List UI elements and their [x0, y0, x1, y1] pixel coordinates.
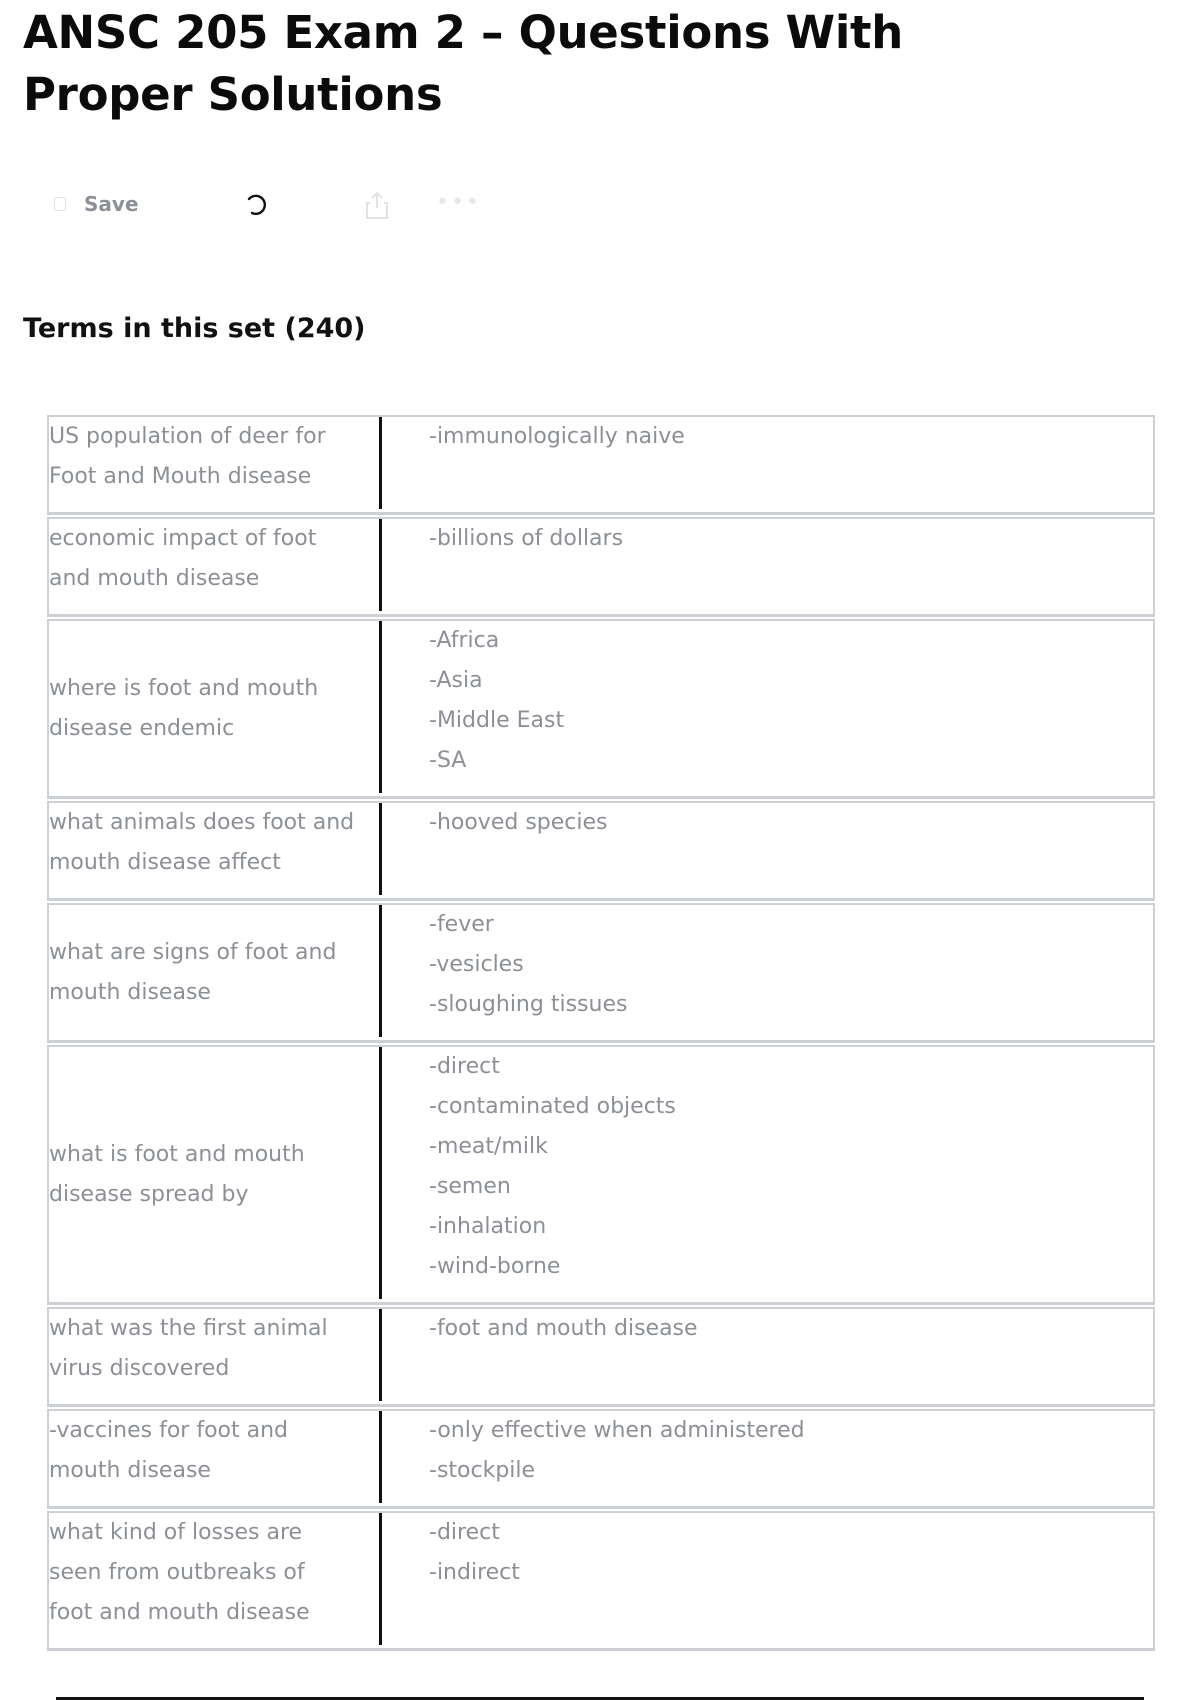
term-text: where is foot and mouth disease endemic [49, 675, 319, 741]
term-card[interactable] [47, 1307, 1155, 1407]
term-text-cell [49, 803, 379, 898]
definition-text: -foot and mouth disease [429, 1316, 698, 1341]
term-text-cell [49, 1513, 379, 1648]
definition-text: -only effective when administered -stockpile [429, 1418, 805, 1483]
card-divider [379, 1309, 382, 1401]
term-card[interactable] [47, 1409, 1155, 1509]
card-divider [379, 417, 382, 509]
definition-text: -billions of dollars [429, 526, 624, 551]
term-card[interactable] [47, 801, 1155, 901]
spinner-icon [244, 192, 270, 218]
save-button[interactable] [54, 192, 139, 216]
term-card[interactable] [47, 903, 1155, 1043]
term-text-cell [49, 1411, 379, 1506]
share-icon[interactable] [365, 190, 389, 220]
term-text: what is foot and mouth disease spread by [49, 1141, 305, 1207]
page-title: ANSC 205 Exam 2 – Questions With Proper Solutions [23, 6, 903, 121]
term-card[interactable] [47, 619, 1155, 799]
term-text-cell [49, 1047, 379, 1302]
term-text: US population of deer for Foot and Mouth disease [49, 424, 326, 489]
card-divider [379, 621, 382, 793]
term-card[interactable] [47, 1045, 1155, 1305]
card-divider [379, 803, 382, 895]
card-divider [379, 1513, 382, 1645]
definition-text: -immunologically naive [429, 424, 685, 449]
term-text: what are signs of foot and mouth disease [49, 939, 337, 1005]
term-text: what kind of losses are seen from outbreaks of foot and mouth disease [49, 1520, 310, 1625]
term-text: -vaccines for foot and mouth disease [49, 1418, 289, 1483]
definition-text: -direct -contaminated objects -meat/milk -semen -inhalation -wind-borne [429, 1054, 676, 1279]
checkbox-icon [54, 197, 66, 211]
definition-text: -Africa -Asia -Middle East -SA [429, 628, 565, 773]
card-divider [379, 1047, 382, 1299]
term-text-cell [49, 519, 379, 614]
definition-text: -direct -indirect [429, 1520, 520, 1585]
term-text: what animals does foot and mouth disease affect [49, 810, 355, 875]
term-text: what was the first animal virus discovered [49, 1316, 328, 1381]
term-card[interactable] [47, 1511, 1155, 1651]
term-card[interactable] [47, 415, 1155, 515]
card-divider [379, 905, 382, 1037]
terms-heading: Terms in this set (240) [23, 313, 366, 344]
term-text: economic impact of foot and mouth disease [49, 526, 317, 591]
term-text-cell [49, 417, 379, 512]
term-list [47, 415, 1155, 1653]
term-text-cell [49, 905, 379, 1040]
save-label: Save [84, 192, 139, 216]
term-card[interactable] [47, 517, 1155, 617]
definition-text: -fever -vesicles -sloughing tissues [429, 912, 628, 1017]
term-text-cell [49, 1309, 379, 1404]
term-text-cell [49, 621, 379, 796]
card-divider [379, 519, 382, 611]
toolbar [54, 188, 554, 228]
more-icon[interactable]: ••• [436, 190, 481, 215]
definition-text: -hooved species [429, 810, 608, 835]
card-divider [379, 1411, 382, 1503]
